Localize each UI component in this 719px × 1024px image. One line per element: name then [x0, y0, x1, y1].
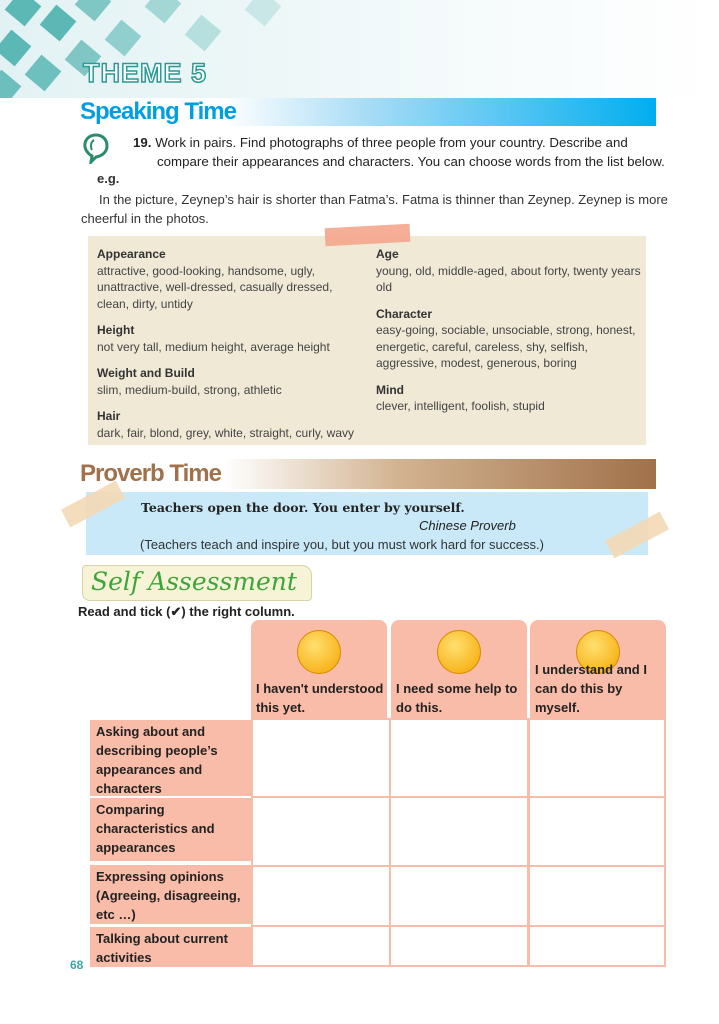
column-label: I haven't understood this yet.	[256, 681, 384, 715]
tick-cell[interactable]	[389, 865, 529, 927]
instruction-line-2: compare their appearances and characters. You can choose words from the list below.	[157, 154, 665, 169]
vocab-heading: Mind	[376, 382, 404, 397]
vocab-words: easy-going, sociable, unsociable, strong, honest, energetic, careful, careless, shy, selfish, aggressive, modest, generous, boring	[376, 323, 636, 370]
tick-cell[interactable]	[528, 925, 666, 967]
column-label: I need some help to do this.	[396, 681, 518, 715]
vocab-heading: Height	[97, 323, 135, 337]
vocab-heading: Character	[376, 306, 433, 321]
proverb-box	[86, 492, 648, 555]
tick-cell[interactable]	[251, 865, 391, 927]
self-assessment-label	[82, 565, 312, 601]
instruction-line-1: Work in pairs. Find photographs of three people from your country. Describe and	[155, 135, 628, 150]
vocab-right-column	[376, 246, 641, 415]
speaking-time-title: Speaking Time	[80, 98, 236, 125]
vocab-words: dark, fair, blond, grey, white, straight, curly, wavy	[97, 425, 354, 440]
tick-cell[interactable]	[389, 925, 529, 967]
column-header-need-help	[391, 620, 527, 720]
tick-cell[interactable]	[251, 796, 391, 867]
vocab-left-column	[97, 246, 367, 441]
vocab-words: young, old, middle-aged, about forty, twenty years old	[376, 263, 641, 294]
vocab-words: not very tall, medium height, average height	[97, 339, 330, 354]
row-label: Comparing characteristics and appearances	[90, 798, 251, 861]
proverb-quote: Teachers open the door. You enter by yourself.	[141, 500, 465, 515]
vocab-words: slim, medium-build, strong, athletic	[97, 382, 282, 397]
tick-cell[interactable]	[389, 796, 529, 867]
thinking-face-icon	[437, 630, 481, 674]
vocab-heading: Hair	[97, 409, 121, 423]
proverb-attribution: Chinese Proverb	[419, 518, 516, 533]
vocab-heading: Age	[376, 247, 399, 261]
proverb-explanation: (Teachers teach and inspire you, but you must work hard for success.)	[140, 537, 544, 552]
vocabulary-box	[88, 236, 646, 445]
theme-title: THEME 5	[83, 58, 208, 88]
vocab-heading: Weight and Build	[97, 366, 195, 380]
vocab-words: attractive, good-looking, handsome, ugly, unattractive, well-dressed, casually dressed, clean, dirty, untidy	[97, 263, 333, 311]
column-header-understand	[530, 620, 666, 720]
worried-face-icon	[297, 630, 341, 674]
column-header-not-understood	[251, 620, 387, 720]
vocab-words: clever, intelligent, foolish, stupid	[376, 399, 545, 413]
row-label: Talking about current activities	[90, 927, 251, 967]
vocab-heading: Appearance	[97, 247, 166, 261]
example-text: In the picture, Zeynep’s hair is shorter than Fatma’s. Fatma is thinner than Zeynep. Zeynep is more cheerful in the photos.	[81, 192, 668, 226]
tick-cell[interactable]	[389, 718, 529, 798]
tick-cell[interactable]	[528, 796, 666, 867]
row-label: Expressing opinions (Agreeing, disagreeing, etc …)	[90, 865, 251, 924]
self-assessment-title: Self Assessment	[91, 567, 297, 596]
proverb-time-bar	[80, 459, 656, 489]
tick-cell[interactable]	[528, 718, 666, 798]
tick-cell[interactable]	[251, 718, 391, 798]
exercise-number: 19.	[133, 135, 152, 150]
tick-cell[interactable]	[528, 865, 666, 927]
row-label: Asking about and describing people’s appearances and characters	[90, 720, 251, 796]
page-number: 68	[70, 958, 84, 972]
tick-cell[interactable]	[251, 925, 391, 967]
eg-label: e.g.	[97, 171, 120, 186]
tick-instruction: Read and tick (✔) the right column.	[78, 604, 295, 619]
speech-bubble-icon	[80, 132, 112, 164]
column-label: I understand and I can do this by myself.	[535, 662, 647, 715]
proverb-time-title: Proverb Time	[80, 460, 221, 487]
speaking-time-bar	[80, 98, 656, 126]
exercise-instruction	[133, 133, 678, 171]
